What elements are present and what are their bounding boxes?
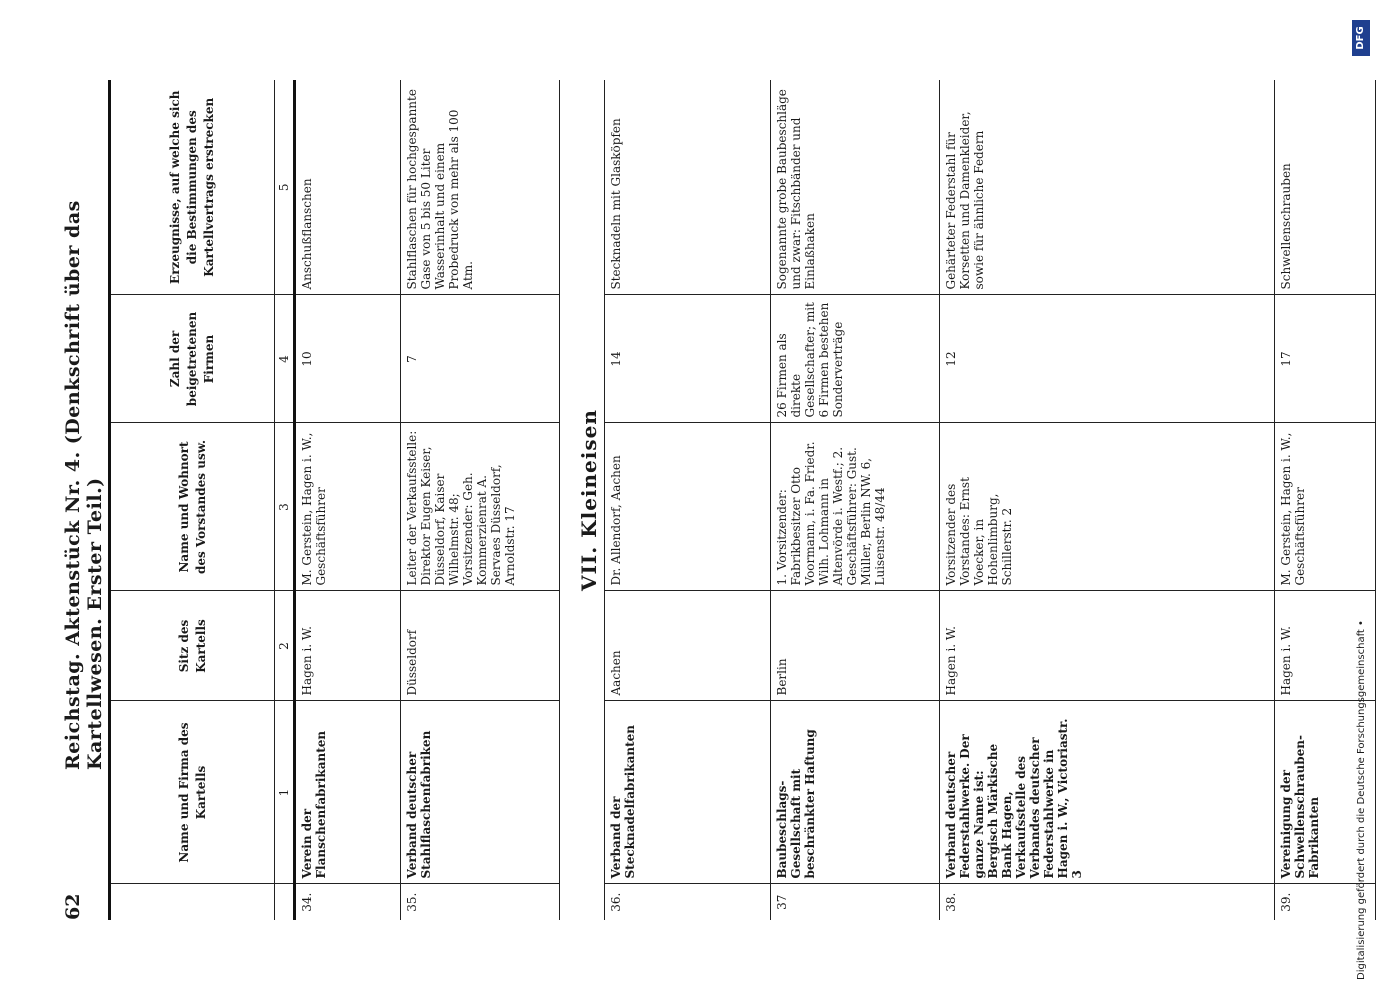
section-row bbox=[560, 80, 605, 920]
section-title: VII. Kleineisen bbox=[577, 409, 601, 591]
firmen-zahl: 17 bbox=[1275, 295, 1376, 423]
dfg-logo: DFG bbox=[1352, 20, 1370, 56]
kartell-name: Verband der Stecknadelfabrikanten bbox=[605, 701, 771, 884]
header-cell: Erzeugnisse, auf welche sich die Bestimmungen des Kartellvertrags erstrecken bbox=[110, 80, 275, 295]
kartell-sitz: Berlin bbox=[771, 591, 940, 701]
vorstand: M. Gerstein, Hagen i. W., Geschäftsführer bbox=[295, 423, 401, 591]
kartell-sitz: Aachen bbox=[605, 591, 771, 701]
header-row bbox=[110, 80, 275, 920]
column-number: 1 bbox=[275, 701, 295, 884]
kartell-name: Vereinigung der Schwellenschrauben-Fabrikanten bbox=[1275, 701, 1376, 884]
header-cell: Zahl der beigetretenen Firmen bbox=[110, 295, 275, 423]
header-cell-index bbox=[110, 884, 275, 920]
kartell-name: Verein der Flanschenfabrikanten bbox=[295, 701, 401, 884]
kartell-sitz: Hagen i. W. bbox=[1275, 591, 1376, 701]
kartell-name: Verband deutscher Federstahlwerke. Der ganze Name ist: Bergisch Märkische Bank Hagen, Verkaufsstelle des Verbandes deutscher Federstahlwerke in Hagen i. W., Victoriastr. 3 bbox=[940, 701, 1275, 884]
digitization-footer bbox=[1352, 20, 1374, 980]
erzeugnisse: Sogenannte grobe Baubeschläge und zwar: Fitschbänder und Einlaßhaken bbox=[771, 80, 940, 295]
firmen-zahl: 10 bbox=[295, 295, 401, 423]
column-number: 3 bbox=[275, 423, 295, 591]
page-number: 62 bbox=[62, 893, 84, 920]
column-number-row bbox=[275, 80, 295, 920]
page-title: Reichstag. Aktenstück Nr. 4. (Denkschrift über das Kartellwesen. Erster Teil.) bbox=[62, 200, 106, 770]
row-number: 34. bbox=[295, 884, 401, 920]
erzeugnisse: Anschußflanschen bbox=[295, 80, 401, 295]
erzeugnisse: Stahlflaschen für hochgespannte Gase von 5 bis 50 Liter Wasserinhalt und einem Probedruck von mehr als 100 Atm. bbox=[401, 80, 560, 295]
erzeugnisse: Schwellenschrauben bbox=[1275, 80, 1376, 295]
table-row bbox=[605, 80, 771, 920]
firmen-zahl: 14 bbox=[605, 295, 771, 423]
kartell-table bbox=[108, 80, 1376, 920]
vorstand: Vorsitzender des Vorstandes: Ernst Voecker, in Hohenlimburg, Schillerstr. 2 bbox=[940, 423, 1275, 591]
kartell-sitz: Hagen i. W. bbox=[295, 591, 401, 701]
header-cell: Name und Wohnort des Vorstandes usw. bbox=[110, 423, 275, 591]
row-number: 35. bbox=[401, 884, 560, 920]
table-row bbox=[295, 80, 401, 920]
erzeugnisse: Gehärteter Federstahl für Korsetten und Damenkleider, sowie für ähnliche Federn bbox=[940, 80, 1275, 295]
firmen-zahl: 26 Firmen als direkte Gesellschafter; mit 6 Firmen bestehen Sonderverträge bbox=[771, 295, 940, 423]
column-number: 2 bbox=[275, 591, 295, 701]
column-number: 4 bbox=[275, 295, 295, 423]
page-header bbox=[58, 80, 106, 920]
firmen-zahl: 12 bbox=[940, 295, 1275, 423]
kartell-sitz: Hagen i. W. bbox=[940, 591, 1275, 701]
vorstand: Leiter der Verkaufsstelle: Direktor Eugen Keiser, Düsseldorf, Kaiser Wilhelmstr. 48; Vorsitzender: Geh. Kommerzienrat A. Servaes Düsseldorf, Arnoldstr. 17 bbox=[401, 423, 560, 591]
header-cell: Name und Firma des Kartells bbox=[110, 701, 275, 884]
column-number-cell bbox=[275, 884, 295, 920]
vorstand: 1. Vorsitzender: Fabrikbesitzer Otto Voormann, i. Fa. Friedr. Wilh. Lohmann in Altenvörde i. Westf.; 2. Geschäftsführer: Gust. Müller, Berlin NW. 6, Luisenstr. 48/44 bbox=[771, 423, 940, 591]
vorstand: Dr. Allendorf, Aachen bbox=[605, 423, 771, 591]
row-number: 37 bbox=[771, 884, 940, 920]
erzeugnisse: Stecknadeln mit Glasköpfen bbox=[605, 80, 771, 295]
row-number: 36. bbox=[605, 884, 771, 920]
column-number: 5 bbox=[275, 80, 295, 295]
footer-text: Digitalisierung gefördert durch die Deutsche Forschungsgemeinschaft • bbox=[1356, 620, 1367, 980]
vorstand: M. Gerstein, Hagen i. W., Geschäftsführer bbox=[1275, 423, 1376, 591]
row-number: 38. bbox=[940, 884, 1275, 920]
section-cell bbox=[560, 80, 605, 920]
table-row bbox=[771, 80, 940, 920]
kartell-name: Verband deutscher Stahlflaschenfabriken bbox=[401, 701, 560, 884]
table-row bbox=[401, 80, 560, 920]
kartell-sitz: Düsseldorf bbox=[401, 591, 560, 701]
table-row bbox=[940, 80, 1275, 920]
firmen-zahl: 7 bbox=[401, 295, 560, 423]
header-cell: Sitz des Kartells bbox=[110, 591, 275, 701]
kartell-name: Baubeschlags-Gesellschaft mit beschränkter Haftung bbox=[771, 701, 940, 884]
row-number: 39. bbox=[1275, 884, 1376, 920]
